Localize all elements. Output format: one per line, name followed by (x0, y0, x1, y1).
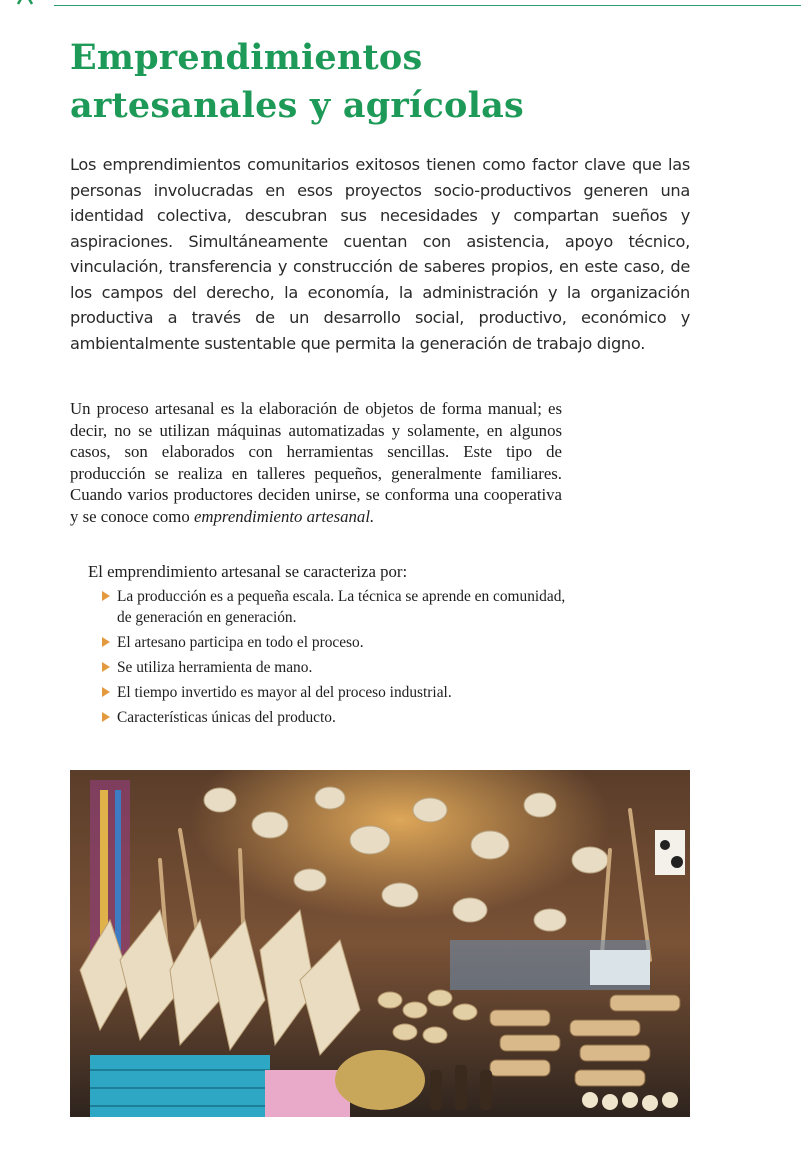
page-title (70, 34, 770, 130)
header-rule (54, 5, 801, 6)
list-item (100, 657, 566, 678)
list-item (100, 586, 566, 628)
bullet-triangle-icon (102, 591, 110, 601)
list-item-text: El tiempo invertido es mayor al del proceso industrial. (117, 684, 452, 701)
title-line-1: Emprendimientos (70, 37, 423, 78)
chapter-mark-icon (10, 0, 40, 6)
list-item-text: El artesano participa en todo el proceso. (117, 634, 364, 651)
bullet-triangle-icon (102, 687, 110, 697)
intro-paragraph: Los emprendimientos comunitarios exitosos tienen como factor clave que las personas involucradas en esos proyectos socio-productivos generen una identidad colectiva, descubran sus necesidades y compartan sueños y aspiraciones. Simultáneamente cuentan con asistencia, apoyo técnico, vinculación, transferencia y construcción de saberes propios, en este caso, de los campos del derecho, la economía, la administración y la organización productiva a través de un desarrollo social, productivo, económico y ambientalmente sustentable que permita la generación de trabajo digno. (70, 155, 690, 353)
list-item-text: Características únicas del producto. (117, 709, 336, 726)
artisan-process-paragraph (70, 398, 562, 528)
list-item-text: La producción es a pequeña escala. La técnica se aprende en comunidad, de generación en generación. (117, 588, 566, 626)
list-item (100, 707, 566, 728)
list-item-text: Se utiliza herramienta de mano. (117, 659, 313, 676)
list-item (100, 632, 566, 653)
artisan-process-text: Un proceso artesanal es la elaboración de objetos de forma manual; es decir, no se utilizan máquinas automatizadas y solamente, en algunos casos, son elaborados con herramientas sencillas. Este tipo de producción se realiza en talleres pequeños, generalmente familiares. Cuando varios productores deciden unirse, se conforma una cooperativa y se conoce como (70, 399, 562, 526)
characteristics-lead: El emprendimiento artesanal se caracteriza por: (88, 562, 408, 581)
bullet-triangle-icon (102, 662, 110, 672)
characteristics-list (100, 586, 566, 732)
title-line-2: artesanales y agrícolas (70, 85, 524, 126)
craft-market-illustration (70, 770, 690, 1117)
list-item (100, 682, 566, 703)
artisan-process-emphasis: emprendimiento artesanal. (193, 506, 375, 526)
bullet-triangle-icon (102, 637, 110, 647)
craft-market-photo (70, 770, 690, 1117)
bullet-triangle-icon (102, 712, 110, 722)
